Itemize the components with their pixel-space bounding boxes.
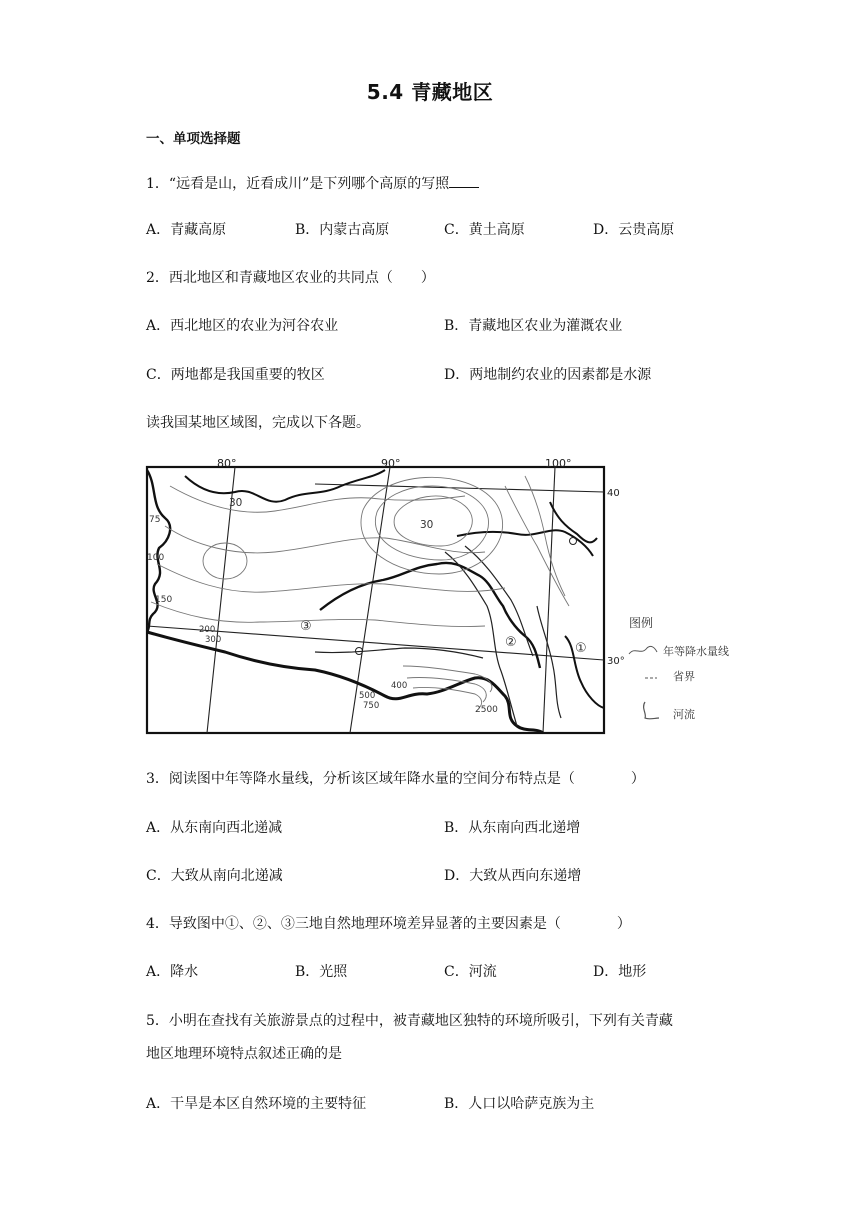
question-4-stem: 4．导致图中①、②、③三地自然地理环境差异显著的主要因素是（ ） [146,916,631,932]
isohyet-label: 100 [147,553,165,563]
q1-option-b[interactable]: B．内蒙古高原 [295,222,390,238]
site-marker-2: ② [505,635,517,650]
isohyet-label: 750 [363,701,380,711]
q2-option-d[interactable]: D．两地制约农业的因素都是水源 [444,367,652,383]
question-5-stem-line2: 地区地理环境特点叙述正确的是 [146,1046,342,1062]
q2-option-b[interactable]: B．青藏地区农业为灌溉农业 [444,318,623,334]
city-symbol [570,538,577,545]
q1-option-c[interactable]: C．黄土高原 [444,222,525,238]
question-1-text: 1．“远看是山，近看成川”是下列哪个高原的写照 [146,176,450,192]
lat-label-30: 30° [607,656,625,667]
isohyet-label: 200 [199,625,216,635]
q5-option-b[interactable]: B．人口以哈萨克族为主 [444,1096,595,1112]
legend-isohyet-symbol [629,646,657,654]
site-marker-3: ③ [300,619,312,634]
q3-option-b[interactable]: B．从东南向西北递增 [444,820,581,836]
q4-option-b[interactable]: B．光照 [295,964,348,980]
lon-label-100: 100° [545,457,572,470]
answer-blank[interactable] [449,173,479,188]
question-1-stem [146,173,479,194]
lon-label-80: 80° [217,457,237,470]
isohyet-label: 300 [205,635,222,645]
question-2-stem: 2．西北地区和青藏地区农业的共同点（ ） [146,270,435,286]
q4-option-a[interactable]: A．降水 [146,964,199,980]
q1-option-a[interactable]: A．青藏高原 [146,222,227,238]
isohyet-label: 150 [155,595,173,605]
isohyet-label: 2500 [475,705,498,715]
q4-option-d[interactable]: D．地形 [593,964,647,980]
question-3-stem: 3．阅读图中年等降水量线，分析该区域年降水量的空间分布特点是（ ） [146,771,645,787]
q3-option-c[interactable]: C．大致从南向北递减 [146,868,283,884]
section-heading: 一、单项选择题 [146,131,241,147]
isohyet-label: 500 [359,691,376,701]
isohyet-label: 75 [149,515,161,525]
page-title: 5.4 青藏地区 [366,80,494,104]
q3-option-a[interactable]: A．从东南向西北递减 [146,820,283,836]
isohyet-label: 400 [391,681,408,691]
legend-river-symbol [644,702,659,719]
q1-option-d[interactable]: D．云贵高原 [593,222,675,238]
legend-river-label: 河流 [673,708,695,721]
border-north [185,470,385,502]
q3-option-d[interactable]: D．大致从西向东递增 [444,868,582,884]
q2-option-a[interactable]: A．西北地区的农业为河谷农业 [146,318,339,334]
lat-label-40: 40 [607,488,620,499]
q5-option-a[interactable]: A．干旱是本区自然环境的主要特征 [146,1096,367,1112]
river-4 [537,606,561,718]
legend-border-label: 省界 [673,670,695,683]
map-frame [147,467,604,733]
q2-option-c[interactable]: C．两地都是我国重要的牧区 [146,367,325,383]
question-5-stem-line1: 5．小明在查找有关旅游景点的过程中，被青藏地区独特的环境所吸引，下列有关青藏 [146,1013,673,1029]
border-south [147,632,543,733]
map-legend [629,615,729,721]
q4-option-c[interactable]: C．河流 [444,964,497,980]
region-map [145,456,775,736]
lon-label-90: 90° [381,457,401,470]
isohyet-label: 30 [420,519,434,531]
legend-title: 图例 [629,616,654,630]
site-marker-1: ① [575,641,587,656]
isohyet-label: 30 [229,497,243,509]
map-intro: 读我国某地区域图，完成以下各题。 [146,415,370,431]
legend-isohyet-label: 年等降水量线 [663,645,729,658]
